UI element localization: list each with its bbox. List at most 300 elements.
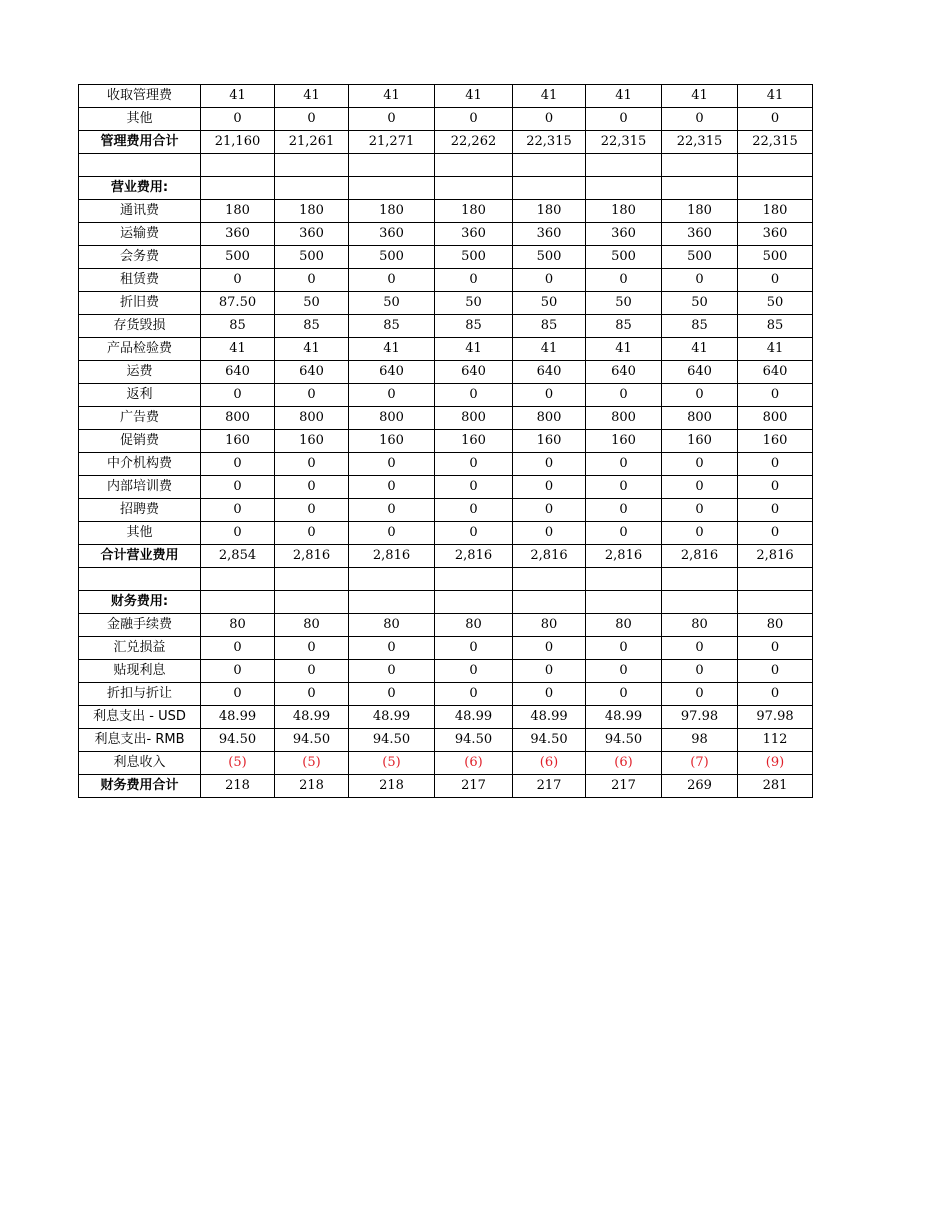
table-row xyxy=(79,430,813,453)
table-cell[interactable]: 0 xyxy=(435,637,513,660)
row-label[interactable]: 折扣与折让 xyxy=(79,683,201,706)
table-cell[interactable]: 0 xyxy=(586,384,662,407)
table-cell[interactable]: 0 xyxy=(586,499,662,522)
table-cell[interactable]: 41 xyxy=(738,85,813,108)
table-cell[interactable]: (6) xyxy=(513,752,586,775)
table-cell[interactable]: 640 xyxy=(662,361,738,384)
table-cell[interactable]: 48.99 xyxy=(275,706,349,729)
table-cell[interactable] xyxy=(513,177,586,200)
table-cell[interactable] xyxy=(275,591,349,614)
table-cell[interactable]: 640 xyxy=(275,361,349,384)
table-cell[interactable] xyxy=(275,154,349,177)
table-cell[interactable]: 21,271 xyxy=(349,131,435,154)
table-cell[interactable]: 21,261 xyxy=(275,131,349,154)
table-cell[interactable]: 41 xyxy=(201,338,275,361)
table-cell[interactable]: 218 xyxy=(349,775,435,798)
table-row xyxy=(79,637,813,660)
table-cell[interactable]: 500 xyxy=(435,246,513,269)
table-cell[interactable]: 0 xyxy=(349,683,435,706)
table-cell[interactable]: 0 xyxy=(349,453,435,476)
table-cell[interactable]: 50 xyxy=(662,292,738,315)
table-cell[interactable] xyxy=(435,177,513,200)
table-cell[interactable]: 41 xyxy=(586,338,662,361)
table-cell[interactable]: 800 xyxy=(586,407,662,430)
table-cell[interactable]: 0 xyxy=(586,637,662,660)
table-cell[interactable]: 48.99 xyxy=(435,706,513,729)
table-cell[interactable]: 0 xyxy=(435,269,513,292)
table-cell[interactable]: 0 xyxy=(586,683,662,706)
table-cell[interactable] xyxy=(275,177,349,200)
table-cell[interactable]: 41 xyxy=(275,85,349,108)
table-row xyxy=(79,177,813,200)
table-cell[interactable] xyxy=(435,154,513,177)
table-cell[interactable] xyxy=(586,568,662,591)
table-cell[interactable]: 80 xyxy=(201,614,275,637)
table-row xyxy=(79,85,813,108)
table-cell[interactable]: 0 xyxy=(738,269,813,292)
table-cell[interactable]: 0 xyxy=(435,683,513,706)
table-cell[interactable]: 0 xyxy=(513,499,586,522)
table-cell[interactable]: 0 xyxy=(662,269,738,292)
table-row xyxy=(79,614,813,637)
table-cell[interactable]: 0 xyxy=(586,108,662,131)
row-label[interactable]: 运输费 xyxy=(79,223,201,246)
table-cell[interactable]: 0 xyxy=(201,499,275,522)
row-label[interactable]: 管理费用合计 xyxy=(79,131,201,154)
table-cell[interactable]: 180 xyxy=(738,200,813,223)
table-cell[interactable]: 500 xyxy=(738,246,813,269)
table-cell[interactable]: 360 xyxy=(201,223,275,246)
table-cell[interactable]: 0 xyxy=(738,453,813,476)
table-row xyxy=(79,108,813,131)
table-cell[interactable]: 0 xyxy=(738,476,813,499)
table-cell[interactable]: 87.50 xyxy=(201,292,275,315)
table-cell[interactable]: 360 xyxy=(513,223,586,246)
table-cell[interactable]: 94.50 xyxy=(201,729,275,752)
table-row xyxy=(79,292,813,315)
table-cell[interactable]: 41 xyxy=(662,338,738,361)
table-cell[interactable]: 0 xyxy=(738,660,813,683)
table-cell[interactable]: 80 xyxy=(275,614,349,637)
table-cell[interactable]: 0 xyxy=(349,499,435,522)
table-cell[interactable]: 80 xyxy=(586,614,662,637)
table-cell[interactable]: (7) xyxy=(662,752,738,775)
table-cell[interactable]: 0 xyxy=(738,522,813,545)
table-cell[interactable]: 0 xyxy=(275,476,349,499)
table-cell[interactable]: 800 xyxy=(349,407,435,430)
table-row xyxy=(79,407,813,430)
table-cell[interactable]: 218 xyxy=(201,775,275,798)
table-cell[interactable]: 0 xyxy=(275,683,349,706)
table-cell[interactable]: 0 xyxy=(738,384,813,407)
table-cell[interactable]: 0 xyxy=(513,522,586,545)
table-cell[interactable]: 0 xyxy=(201,637,275,660)
table-cell[interactable]: 2,854 xyxy=(201,545,275,568)
table-cell[interactable]: 0 xyxy=(662,683,738,706)
table-cell[interactable]: 640 xyxy=(513,361,586,384)
table-cell[interactable]: 640 xyxy=(349,361,435,384)
table-cell[interactable]: 640 xyxy=(201,361,275,384)
table-cell[interactable]: 800 xyxy=(662,407,738,430)
table-cell[interactable]: 0 xyxy=(662,453,738,476)
table-cell[interactable]: 85 xyxy=(586,315,662,338)
table-cell[interactable]: 41 xyxy=(201,85,275,108)
row-label[interactable]: 财务费用: xyxy=(79,591,201,614)
table-cell[interactable]: 0 xyxy=(201,108,275,131)
table-cell[interactable]: 0 xyxy=(349,637,435,660)
table-cell[interactable]: 800 xyxy=(435,407,513,430)
row-label[interactable]: 合计营业费用 xyxy=(79,545,201,568)
table-cell[interactable]: 22,315 xyxy=(662,131,738,154)
table-cell[interactable]: 180 xyxy=(201,200,275,223)
table-cell[interactable]: 41 xyxy=(586,85,662,108)
table-cell[interactable]: 0 xyxy=(513,637,586,660)
table-cell[interactable]: 2,816 xyxy=(662,545,738,568)
table-cell[interactable]: 41 xyxy=(435,338,513,361)
table-cell[interactable]: 22,315 xyxy=(586,131,662,154)
table-row xyxy=(79,154,813,177)
table-cell[interactable] xyxy=(275,568,349,591)
table-cell[interactable]: 85 xyxy=(349,315,435,338)
table-cell[interactable]: 0 xyxy=(201,476,275,499)
table-cell[interactable]: 0 xyxy=(738,499,813,522)
table-cell[interactable]: 94.50 xyxy=(275,729,349,752)
table-cell[interactable]: 0 xyxy=(349,108,435,131)
table-cell[interactable]: 21,160 xyxy=(201,131,275,154)
table-cell[interactable]: 0 xyxy=(513,476,586,499)
table-cell[interactable]: 0 xyxy=(513,108,586,131)
table-cell[interactable]: 0 xyxy=(435,660,513,683)
table-cell[interactable]: 85 xyxy=(662,315,738,338)
table-cell[interactable]: 500 xyxy=(349,246,435,269)
table-cell[interactable]: 22,315 xyxy=(738,131,813,154)
table-cell[interactable]: 0 xyxy=(275,384,349,407)
table-cell[interactable]: 50 xyxy=(435,292,513,315)
table-cell[interactable]: 80 xyxy=(513,614,586,637)
table-cell[interactable]: (6) xyxy=(435,752,513,775)
table-cell[interactable]: 85 xyxy=(201,315,275,338)
table-cell[interactable]: 41 xyxy=(738,338,813,361)
table-cell[interactable]: 218 xyxy=(275,775,349,798)
row-label[interactable]: 其他 xyxy=(79,108,201,131)
table-cell[interactable]: 0 xyxy=(201,269,275,292)
row-label[interactable]: 营业费用: xyxy=(79,177,201,200)
table-cell[interactable] xyxy=(738,591,813,614)
table-cell[interactable]: 180 xyxy=(586,200,662,223)
table-row xyxy=(79,752,813,775)
table-cell[interactable]: 180 xyxy=(662,200,738,223)
row-label[interactable]: 利息支出- RMB xyxy=(79,729,201,752)
table-cell[interactable]: 160 xyxy=(513,430,586,453)
table-cell[interactable]: 2,816 xyxy=(586,545,662,568)
table-cell[interactable]: 0 xyxy=(662,476,738,499)
table-cell[interactable]: 0 xyxy=(349,269,435,292)
table-row xyxy=(79,315,813,338)
table-cell[interactable]: 500 xyxy=(662,246,738,269)
table-cell[interactable]: 0 xyxy=(435,453,513,476)
table-cell[interactable] xyxy=(435,568,513,591)
table-cell[interactable]: 94.50 xyxy=(513,729,586,752)
table-cell[interactable]: 180 xyxy=(513,200,586,223)
table-cell[interactable]: 500 xyxy=(586,246,662,269)
table-cell[interactable]: 85 xyxy=(275,315,349,338)
table-cell[interactable]: 41 xyxy=(275,338,349,361)
table-cell[interactable]: 41 xyxy=(513,338,586,361)
table-cell[interactable]: (5) xyxy=(201,752,275,775)
table-cell[interactable]: 500 xyxy=(201,246,275,269)
table-cell[interactable]: 0 xyxy=(435,384,513,407)
table-row xyxy=(79,200,813,223)
row-label[interactable]: 运费 xyxy=(79,361,201,384)
table-cell[interactable] xyxy=(662,591,738,614)
table-cell[interactable]: 0 xyxy=(738,108,813,131)
table-cell[interactable]: 180 xyxy=(349,200,435,223)
table-cell[interactable]: 0 xyxy=(201,522,275,545)
table-cell[interactable]: 0 xyxy=(275,660,349,683)
table-cell[interactable]: 0 xyxy=(662,637,738,660)
row-label[interactable]: 汇兑损益 xyxy=(79,637,201,660)
table-cell[interactable]: 94.50 xyxy=(586,729,662,752)
table-cell[interactable]: 2,816 xyxy=(513,545,586,568)
table-cell[interactable]: 0 xyxy=(349,476,435,499)
table-cell[interactable]: 500 xyxy=(513,246,586,269)
table-cell[interactable]: 160 xyxy=(349,430,435,453)
table-cell[interactable]: 640 xyxy=(586,361,662,384)
table-cell[interactable] xyxy=(349,568,435,591)
row-label[interactable]: 返利 xyxy=(79,384,201,407)
table-cell[interactable]: 500 xyxy=(275,246,349,269)
table-cell[interactable]: (9) xyxy=(738,752,813,775)
table-cell[interactable]: 217 xyxy=(586,775,662,798)
table-cell[interactable]: 112 xyxy=(738,729,813,752)
table-cell[interactable]: 160 xyxy=(435,430,513,453)
table-cell[interactable]: 41 xyxy=(513,85,586,108)
table-cell[interactable]: 2,816 xyxy=(435,545,513,568)
row-label[interactable]: 利息支出 - USD xyxy=(79,706,201,729)
table-cell[interactable]: 800 xyxy=(738,407,813,430)
table-cell[interactable] xyxy=(349,177,435,200)
table-cell[interactable]: 97.98 xyxy=(662,706,738,729)
table-cell[interactable]: 800 xyxy=(275,407,349,430)
table-cell[interactable]: 22,315 xyxy=(513,131,586,154)
table-cell[interactable] xyxy=(435,591,513,614)
table-cell[interactable]: 0 xyxy=(435,499,513,522)
table-row xyxy=(79,660,813,683)
table-cell[interactable]: 0 xyxy=(275,637,349,660)
table-cell[interactable]: 0 xyxy=(662,108,738,131)
table-cell[interactable]: 50 xyxy=(275,292,349,315)
row-label[interactable]: 通讯费 xyxy=(79,200,201,223)
table-cell[interactable]: 0 xyxy=(349,522,435,545)
table-cell[interactable] xyxy=(349,154,435,177)
table-cell[interactable]: 160 xyxy=(586,430,662,453)
table-row xyxy=(79,545,813,568)
table-cell[interactable] xyxy=(586,591,662,614)
table-cell[interactable]: 0 xyxy=(662,660,738,683)
table-cell[interactable] xyxy=(201,591,275,614)
table-row xyxy=(79,361,813,384)
table-cell[interactable]: 0 xyxy=(513,660,586,683)
table-cell[interactable]: 0 xyxy=(513,384,586,407)
table-cell[interactable] xyxy=(201,154,275,177)
table-cell[interactable]: (5) xyxy=(275,752,349,775)
table-cell[interactable] xyxy=(586,154,662,177)
table-cell[interactable] xyxy=(738,177,813,200)
table-cell[interactable]: 0 xyxy=(513,453,586,476)
expense-table-body xyxy=(79,85,813,798)
table-cell[interactable]: 281 xyxy=(738,775,813,798)
table-cell[interactable] xyxy=(513,568,586,591)
table-cell[interactable]: 360 xyxy=(349,223,435,246)
table-cell[interactable]: 50 xyxy=(513,292,586,315)
row-label[interactable]: 会务费 xyxy=(79,246,201,269)
table-cell[interactable]: 0 xyxy=(586,453,662,476)
row-label[interactable]: 中介机构费 xyxy=(79,453,201,476)
table-cell[interactable]: 360 xyxy=(435,223,513,246)
row-label[interactable]: 利息收入 xyxy=(79,752,201,775)
table-row xyxy=(79,476,813,499)
table-cell[interactable]: 48.99 xyxy=(201,706,275,729)
table-cell[interactable]: 41 xyxy=(435,85,513,108)
table-cell[interactable]: 360 xyxy=(738,223,813,246)
table-cell[interactable]: 48.99 xyxy=(586,706,662,729)
table-cell[interactable]: 0 xyxy=(738,637,813,660)
row-label[interactable]: 存货毁损 xyxy=(79,315,201,338)
table-cell[interactable]: 0 xyxy=(738,683,813,706)
row-label[interactable]: 金融手续费 xyxy=(79,614,201,637)
table-cell[interactable]: 2,816 xyxy=(349,545,435,568)
table-cell[interactable]: 97.98 xyxy=(738,706,813,729)
row-label[interactable]: 租赁费 xyxy=(79,269,201,292)
table-cell[interactable] xyxy=(586,177,662,200)
table-cell[interactable]: 41 xyxy=(349,338,435,361)
table-cell[interactable]: 80 xyxy=(349,614,435,637)
table-cell[interactable]: 80 xyxy=(738,614,813,637)
table-cell[interactable]: 41 xyxy=(662,85,738,108)
table-row xyxy=(79,775,813,798)
table-cell[interactable] xyxy=(201,177,275,200)
table-cell[interactable]: 0 xyxy=(275,108,349,131)
table-cell[interactable]: 0 xyxy=(662,499,738,522)
table-cell[interactable]: 0 xyxy=(435,476,513,499)
table-cell[interactable]: 50 xyxy=(738,292,813,315)
table-cell[interactable]: 0 xyxy=(349,384,435,407)
table-cell[interactable]: 0 xyxy=(201,453,275,476)
table-cell[interactable]: 0 xyxy=(662,384,738,407)
table-cell[interactable]: 0 xyxy=(586,522,662,545)
table-cell[interactable]: 22,262 xyxy=(435,131,513,154)
row-label[interactable]: 产品检验费 xyxy=(79,338,201,361)
table-cell[interactable] xyxy=(201,568,275,591)
table-cell[interactable]: 41 xyxy=(349,85,435,108)
row-label[interactable]: 内部培训费 xyxy=(79,476,201,499)
table-cell[interactable]: 50 xyxy=(349,292,435,315)
table-cell[interactable]: 0 xyxy=(275,269,349,292)
row-label[interactable]: 广告费 xyxy=(79,407,201,430)
table-cell[interactable]: 0 xyxy=(513,683,586,706)
table-cell[interactable]: 80 xyxy=(435,614,513,637)
row-label[interactable]: 财务费用合计 xyxy=(79,775,201,798)
table-cell[interactable]: 0 xyxy=(201,660,275,683)
table-cell[interactable]: (5) xyxy=(349,752,435,775)
row-label[interactable]: 其他 xyxy=(79,522,201,545)
table-cell[interactable]: 98 xyxy=(662,729,738,752)
table-cell[interactable]: 160 xyxy=(662,430,738,453)
table-cell[interactable]: 160 xyxy=(201,430,275,453)
table-cell[interactable]: 0 xyxy=(435,108,513,131)
table-cell[interactable]: 85 xyxy=(738,315,813,338)
table-cell[interactable]: 360 xyxy=(586,223,662,246)
table-cell[interactable]: 0 xyxy=(586,476,662,499)
table-cell[interactable] xyxy=(513,591,586,614)
table-cell[interactable]: 360 xyxy=(662,223,738,246)
table-row xyxy=(79,223,813,246)
row-label[interactable]: 促销费 xyxy=(79,430,201,453)
table-cell[interactable]: 217 xyxy=(435,775,513,798)
table-cell[interactable]: 800 xyxy=(513,407,586,430)
table-cell[interactable] xyxy=(738,154,813,177)
table-cell[interactable]: 94.50 xyxy=(435,729,513,752)
row-label[interactable]: 折旧费 xyxy=(79,292,201,315)
table-cell[interactable]: 85 xyxy=(513,315,586,338)
table-cell[interactable]: 160 xyxy=(738,430,813,453)
table-cell[interactable]: 0 xyxy=(275,499,349,522)
table-cell[interactable]: 180 xyxy=(435,200,513,223)
row-label[interactable]: 收取管理费 xyxy=(79,85,201,108)
table-cell[interactable]: 48.99 xyxy=(349,706,435,729)
table-cell[interactable] xyxy=(513,154,586,177)
table-cell[interactable]: 640 xyxy=(738,361,813,384)
table-row xyxy=(79,384,813,407)
table-cell[interactable]: 0 xyxy=(275,522,349,545)
table-cell[interactable]: 640 xyxy=(435,361,513,384)
table-cell[interactable]: 80 xyxy=(662,614,738,637)
table-cell[interactable]: 2,816 xyxy=(738,545,813,568)
table-cell[interactable]: 217 xyxy=(513,775,586,798)
table-cell[interactable]: 94.50 xyxy=(349,729,435,752)
table-cell[interactable]: 180 xyxy=(275,200,349,223)
row-label[interactable]: 贴现利息 xyxy=(79,660,201,683)
table-cell[interactable] xyxy=(662,568,738,591)
table-cell[interactable] xyxy=(349,591,435,614)
table-cell[interactable]: 48.99 xyxy=(513,706,586,729)
table-cell[interactable] xyxy=(662,154,738,177)
table-cell[interactable]: 85 xyxy=(435,315,513,338)
table-cell[interactable]: 0 xyxy=(513,269,586,292)
table-cell[interactable]: (6) xyxy=(586,752,662,775)
table-cell[interactable]: 360 xyxy=(275,223,349,246)
table-cell[interactable]: 50 xyxy=(586,292,662,315)
table-cell[interactable]: 0 xyxy=(586,269,662,292)
table-cell[interactable]: 0 xyxy=(435,522,513,545)
table-cell[interactable]: 0 xyxy=(201,384,275,407)
table-cell[interactable]: 0 xyxy=(586,660,662,683)
table-cell[interactable]: 0 xyxy=(201,683,275,706)
table-cell[interactable]: 0 xyxy=(349,660,435,683)
table-cell[interactable]: 0 xyxy=(662,522,738,545)
table-cell[interactable]: 2,816 xyxy=(275,545,349,568)
row-label[interactable] xyxy=(79,154,201,177)
table-cell[interactable]: 269 xyxy=(662,775,738,798)
table-cell[interactable]: 800 xyxy=(201,407,275,430)
row-label[interactable]: 招聘费 xyxy=(79,499,201,522)
table-row xyxy=(79,568,813,591)
table-cell[interactable] xyxy=(738,568,813,591)
table-cell[interactable] xyxy=(662,177,738,200)
row-label[interactable] xyxy=(79,568,201,591)
table-cell[interactable]: 160 xyxy=(275,430,349,453)
table-cell[interactable]: 0 xyxy=(275,453,349,476)
